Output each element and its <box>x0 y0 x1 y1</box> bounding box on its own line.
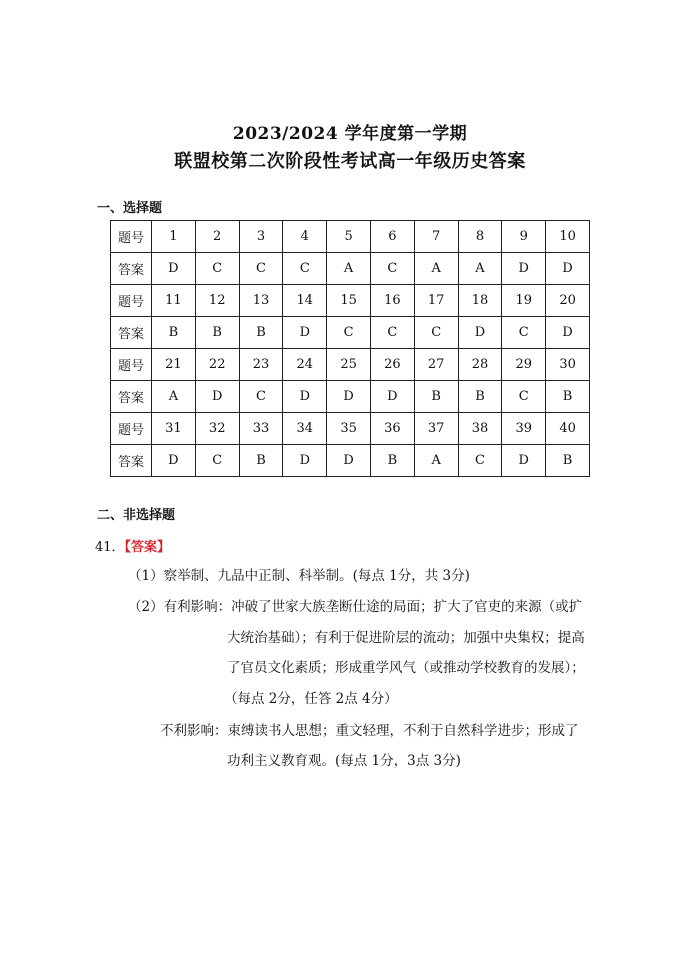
answer-cell: D <box>546 317 590 349</box>
table-row-answers <box>111 445 590 477</box>
answer-cell: B <box>546 381 590 413</box>
q41-part2-line6: 功利主义教育观。(每点 1分，3点 3分) <box>227 753 461 769</box>
question-number-cell: 17 <box>414 285 458 317</box>
question-number: 41． <box>95 540 125 555</box>
question-number-cell: 39 <box>502 413 546 445</box>
question-number-cell: 22 <box>195 349 239 381</box>
answer-cell: C <box>502 381 546 413</box>
answer-cell: B <box>458 381 502 413</box>
answer-cell: B <box>546 445 590 477</box>
answer-cell: B <box>152 317 196 349</box>
answer-cell: D <box>546 253 590 285</box>
answer-cell: C <box>458 445 502 477</box>
row-label-number: 题号 <box>111 349 152 381</box>
question-number-cell: 40 <box>546 413 590 445</box>
table-row-numbers <box>111 285 590 317</box>
answer-cell: C <box>239 381 283 413</box>
question-number-cell: 3 <box>239 221 283 253</box>
answer-cell: C <box>195 445 239 477</box>
section-heading-nonchoice: 二、非选择题 <box>97 508 176 523</box>
question-number-cell: 13 <box>239 285 283 317</box>
answer-cell: C <box>239 253 283 285</box>
answer-cell: D <box>502 253 546 285</box>
question-number-cell: 8 <box>458 221 502 253</box>
question-number-cell: 35 <box>327 413 371 445</box>
answer-cell: B <box>239 317 283 349</box>
answer-cell: C <box>370 253 414 285</box>
answer-cell: A <box>327 253 371 285</box>
document-title-line1: 2023/2024 学年度第一学期 <box>232 124 468 144</box>
row-label-number: 题号 <box>111 221 152 253</box>
answer-cell: A <box>414 253 458 285</box>
question-number-cell: 24 <box>283 349 327 381</box>
table-row-answers <box>111 317 590 349</box>
answer-cell: D <box>283 381 327 413</box>
question-number-cell: 36 <box>370 413 414 445</box>
answer-cell: B <box>414 381 458 413</box>
table-row-answers <box>111 381 590 413</box>
q41-part2-line5: 不利影响：束缚读书人思想；重文轻理，不利于自然科学进步；形成了 <box>160 723 579 739</box>
question-number-cell: 4 <box>283 221 327 253</box>
question-number-cell: 38 <box>458 413 502 445</box>
question-number-cell: 34 <box>283 413 327 445</box>
answer-cell: B <box>370 445 414 477</box>
question-number-cell: 16 <box>370 285 414 317</box>
row-label-number: 题号 <box>111 285 152 317</box>
question-number-cell: 23 <box>239 349 283 381</box>
answer-cell: A <box>458 253 502 285</box>
question-number-cell: 10 <box>546 221 590 253</box>
answer-cell: D <box>283 317 327 349</box>
question-number-cell: 28 <box>458 349 502 381</box>
answer-cell: C <box>195 253 239 285</box>
answer-cell: D <box>152 445 196 477</box>
question-number-cell: 11 <box>152 285 196 317</box>
row-label-answer: 答案 <box>111 381 152 413</box>
document-title-line2: 联盟校第二次阶段性考试高一年级历史答案 <box>174 151 526 172</box>
answer-cell: C <box>414 317 458 349</box>
question-number-cell: 5 <box>327 221 371 253</box>
q41-part2-line4: （每点 2分，任答 2点 4分） <box>224 691 398 707</box>
answer-table <box>110 220 590 477</box>
question-number-cell: 20 <box>546 285 590 317</box>
answer-cell: D <box>458 317 502 349</box>
answer-table-body <box>111 221 590 477</box>
answer-cell: A <box>414 445 458 477</box>
answer-cell: D <box>327 445 371 477</box>
q41-part2-line1: （2）有利影响：冲破了世家大族垄断仕途的局面；扩大了官吏的来源（或扩 <box>128 599 583 615</box>
question-number-cell: 27 <box>414 349 458 381</box>
answer-cell: A <box>152 381 196 413</box>
question-number-cell: 12 <box>195 285 239 317</box>
table-row-answers <box>111 253 590 285</box>
answer-cell: D <box>283 445 327 477</box>
table-row-numbers <box>111 221 590 253</box>
question-number-cell: 21 <box>152 349 196 381</box>
question-41-header <box>95 536 170 555</box>
answer-cell: C <box>283 253 327 285</box>
question-number-cell: 2 <box>195 221 239 253</box>
section-heading-choice: 一、选择题 <box>97 201 163 216</box>
row-label-answer: 答案 <box>111 253 152 285</box>
table-row-numbers <box>111 349 590 381</box>
answer-cell: D <box>152 253 196 285</box>
question-number-cell: 18 <box>458 285 502 317</box>
question-number-cell: 37 <box>414 413 458 445</box>
row-label-answer: 答案 <box>111 317 152 349</box>
question-number-cell: 7 <box>414 221 458 253</box>
answer-cell: B <box>239 445 283 477</box>
answer-cell: D <box>370 381 414 413</box>
answer-cell: D <box>327 381 371 413</box>
answer-cell: D <box>502 445 546 477</box>
answer-cell: D <box>195 381 239 413</box>
question-number-cell: 9 <box>502 221 546 253</box>
row-label-answer: 答案 <box>111 445 152 477</box>
question-number-cell: 25 <box>327 349 371 381</box>
table-row-numbers <box>111 413 590 445</box>
question-number-cell: 14 <box>283 285 327 317</box>
question-number-cell: 15 <box>327 285 371 317</box>
question-number-cell: 19 <box>502 285 546 317</box>
q41-part1: （1）察举制、九品中正制、科举制。(每点 1分，共 3分) <box>128 568 470 584</box>
question-number-cell: 1 <box>152 221 196 253</box>
question-number-cell: 30 <box>546 349 590 381</box>
question-number-cell: 31 <box>152 413 196 445</box>
answer-cell: C <box>370 317 414 349</box>
answer-tag: 【答案】 <box>124 540 171 555</box>
answer-cell: C <box>327 317 371 349</box>
q41-part2-line2: 大统治基础）；有利于促进阶层的流动；加强中央集权；提高 <box>227 630 585 646</box>
question-number-cell: 32 <box>195 413 239 445</box>
answer-cell: C <box>502 317 546 349</box>
question-number-cell: 29 <box>502 349 546 381</box>
answer-cell: B <box>195 317 239 349</box>
row-label-number: 题号 <box>111 413 152 445</box>
question-number-cell: 6 <box>370 221 414 253</box>
question-number-cell: 26 <box>370 349 414 381</box>
question-number-cell: 33 <box>239 413 283 445</box>
q41-part2-line3: 了官员文化素质；形成重学风气（或推动学校教育的发展）； <box>227 660 585 676</box>
